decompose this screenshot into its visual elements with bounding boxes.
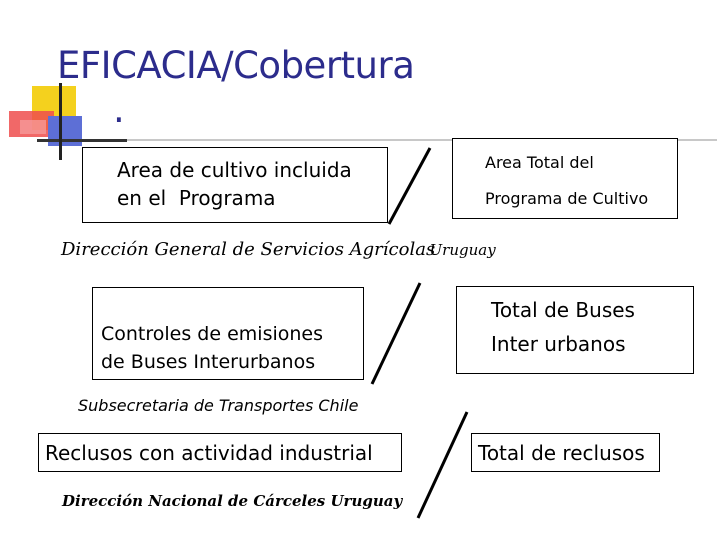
source-label-1: Dirección General de Servicios Agrícolas (61, 239, 436, 260)
slide-title-dot: . (113, 88, 125, 131)
denominator-line: Total de Buses (491, 298, 635, 322)
numerator-line: en el Programa (117, 186, 276, 210)
denominator-line: Area Total del (485, 153, 594, 172)
denominator-line: Programa de Cultivo (485, 189, 649, 208)
division-slash-1 (389, 148, 430, 224)
slide-title: EFICACIA/Cobertura (57, 44, 415, 87)
source-label-3: Dirección Nacional de Cárceles Uruguay (62, 492, 403, 510)
division-slash-2 (372, 283, 420, 384)
source-suffix-1: . Uruguay (420, 241, 496, 259)
numerator-line: de Buses Interurbanos (101, 351, 316, 373)
denominator-line: Total de reclusos (478, 441, 645, 465)
numerator-line: Controles de emisiones (101, 323, 324, 345)
division-slash-3 (418, 412, 467, 518)
denominator-line: Inter urbanos (491, 332, 626, 356)
numerator-line: Reclusos con actividad industrial (45, 441, 373, 465)
source-label-2: Subsecretaria de Transportes Chile (78, 396, 359, 415)
numerator-line: Area de cultivo incluida (117, 158, 352, 182)
